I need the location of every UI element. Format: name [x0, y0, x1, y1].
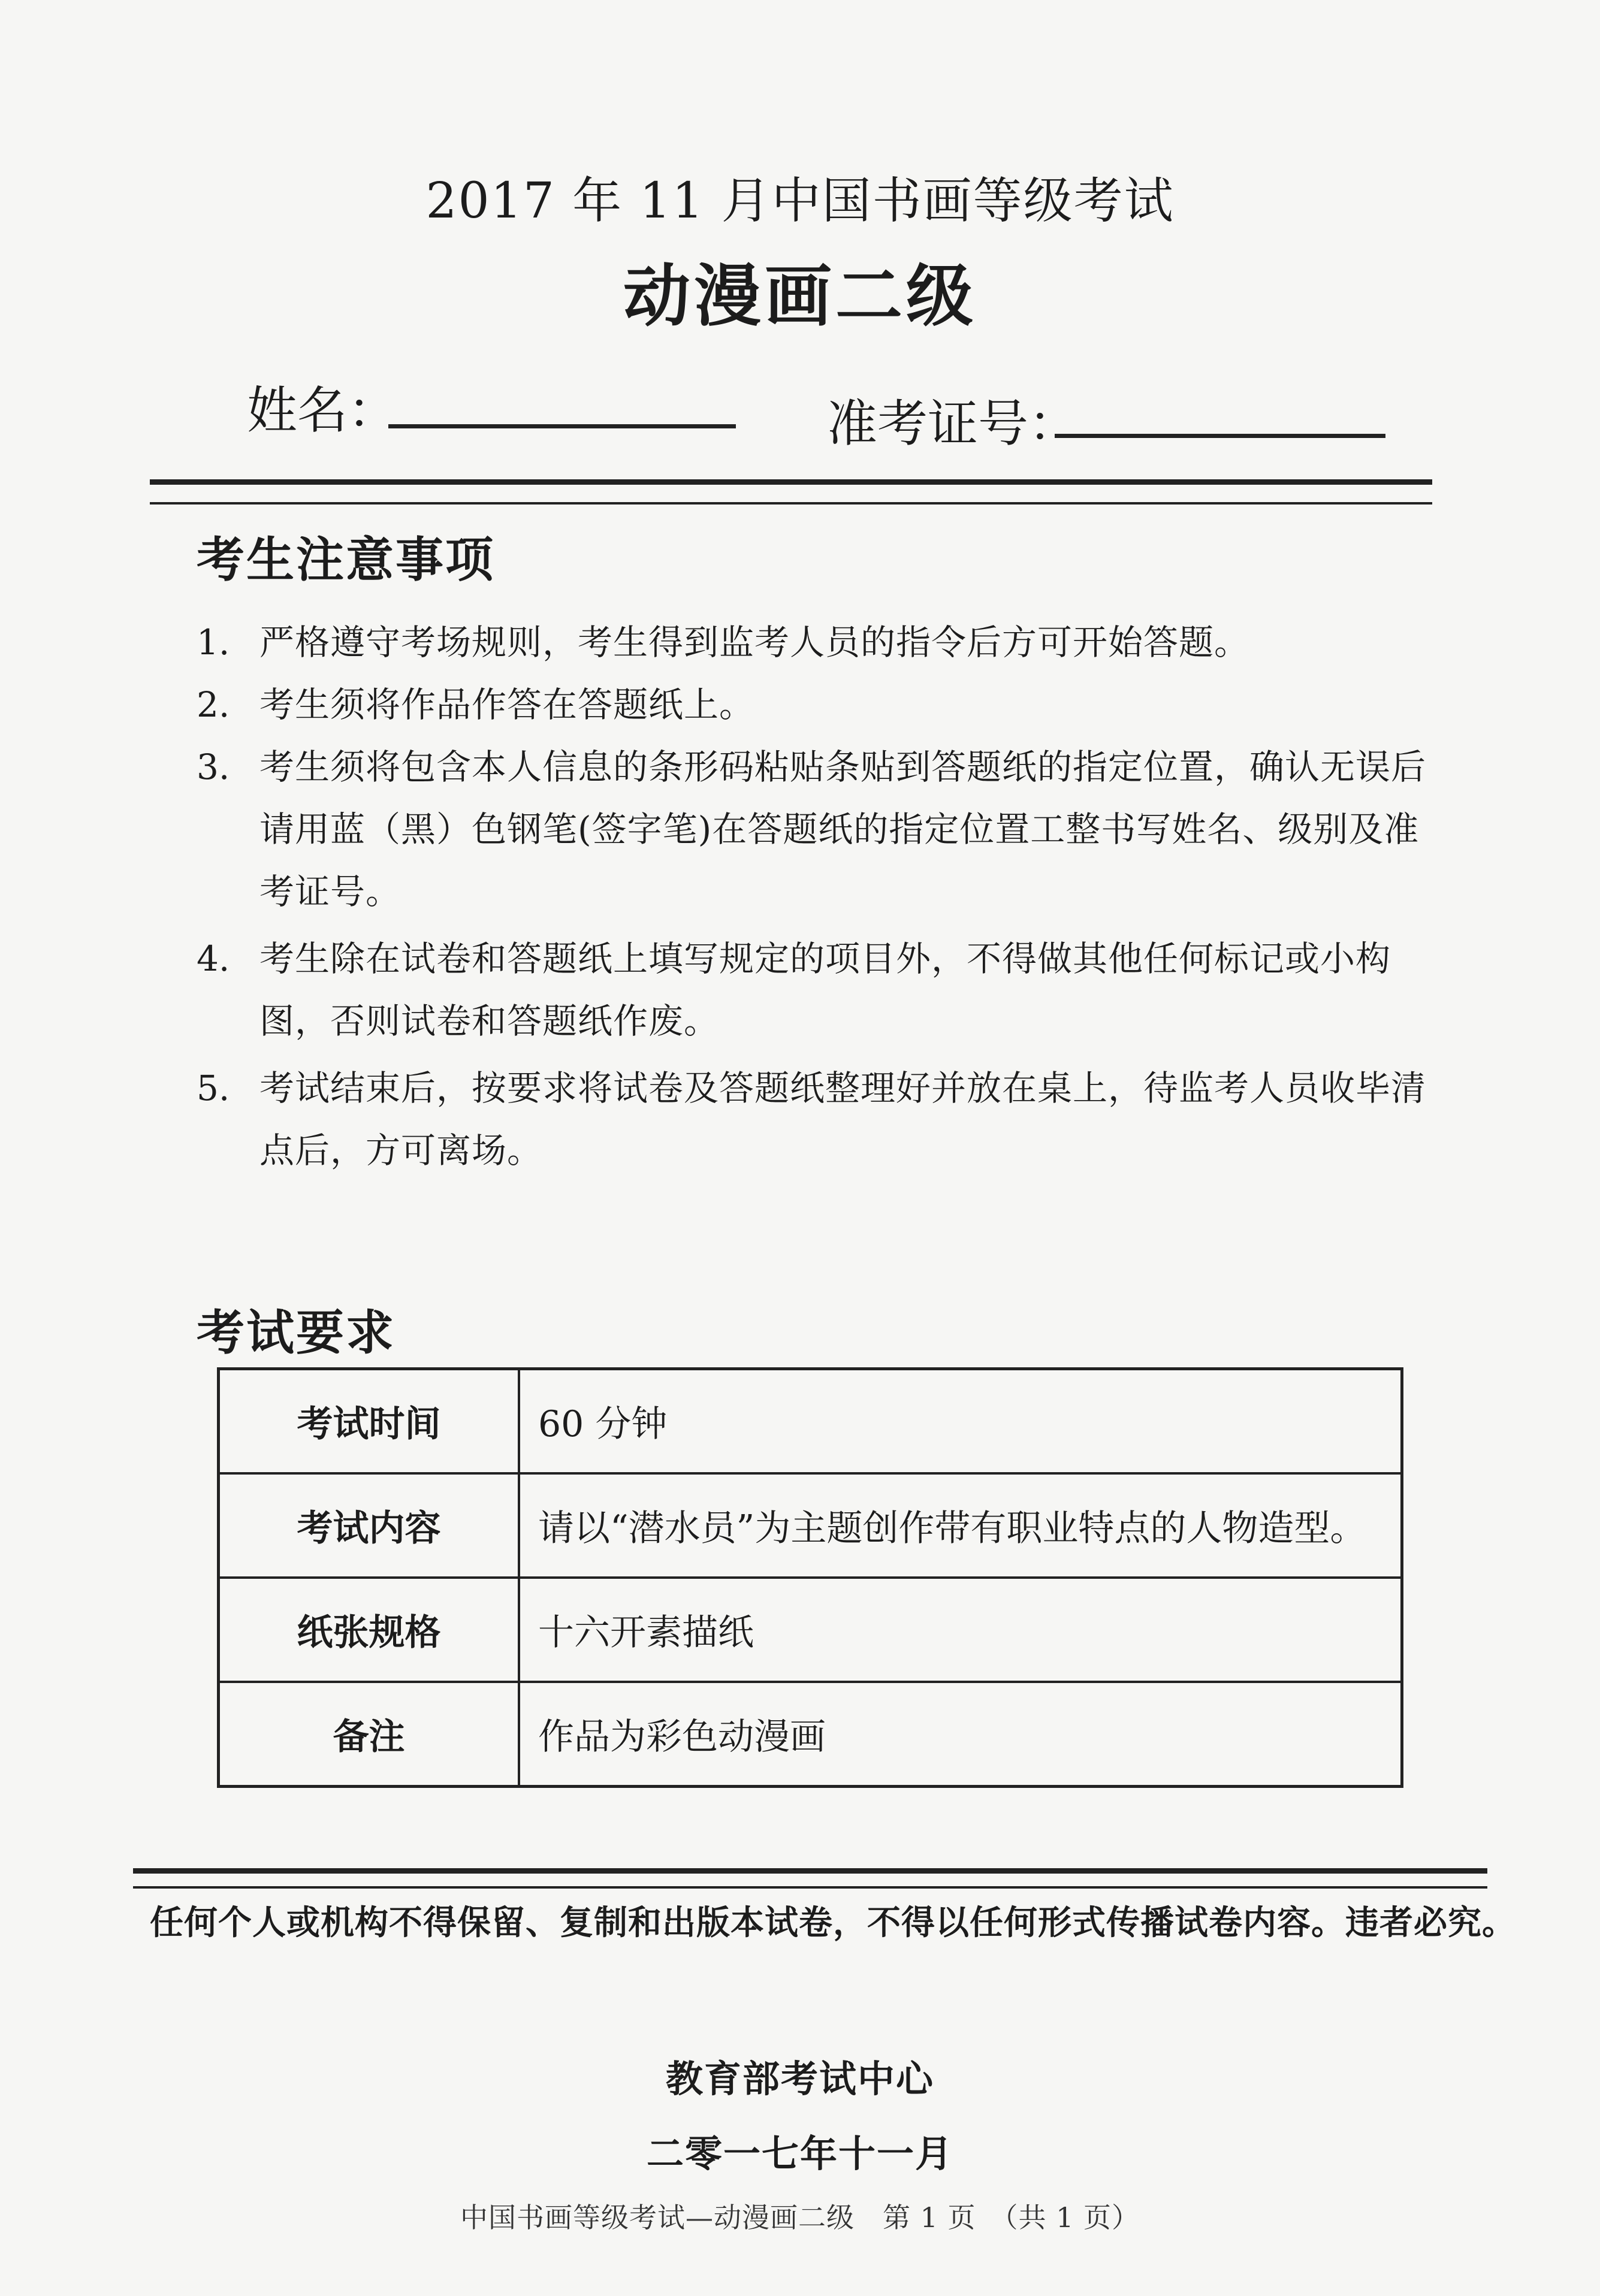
- issue-date: 二零一七年十一月: [646, 2132, 953, 2176]
- table-row: [219, 1369, 1402, 1474]
- header-divider-thin: [150, 502, 1432, 504]
- requirement-value: 作品为彩色动漫画: [519, 1682, 1402, 1787]
- requirement-key: 考试时间: [219, 1369, 520, 1474]
- notice-item: [197, 611, 1431, 673]
- requirement-key: 纸张规格: [219, 1578, 520, 1682]
- table-row: [219, 1578, 1402, 1682]
- exam-title: 2017 年 11 月中国书画等级考试: [425, 173, 1175, 229]
- notice-number: 1.: [197, 622, 230, 663]
- name-blank-line[interactable]: [388, 424, 736, 428]
- notice-item: [197, 673, 1431, 736]
- issuer-org: 教育部考试中心: [665, 2057, 934, 2101]
- requirements-heading: 考试要求: [197, 1304, 396, 1361]
- requirements-table: [217, 1367, 1403, 1788]
- requirement-value: 请以“潜水员”为主题创作带有职业特点的人物造型。: [519, 1473, 1402, 1578]
- footer-divider-thick: [133, 1868, 1487, 1874]
- requirement-value: 十六开素描纸: [519, 1578, 1402, 1682]
- notice-number: 5.: [197, 1068, 230, 1108]
- notice-text: 严格遵守考场规则，考生得到监考人员的指令后方可开始答题。: [259, 622, 1250, 663]
- footer-divider-thin: [133, 1886, 1487, 1889]
- ticket-number-blank-line[interactable]: [1055, 434, 1385, 438]
- name-label: 姓名：: [247, 381, 399, 440]
- ticket-number-label: 准考证号：: [827, 394, 1079, 453]
- requirement-key: 备注: [219, 1682, 520, 1787]
- table-row: [219, 1682, 1402, 1787]
- notice-text: 考试结束后，按要求将试卷及答题纸整理好并放在桌上，待监考人员收毕清点后，方可离场。: [259, 1068, 1427, 1171]
- page-footer: 中国书画等级考试—动漫画二级 第 1 页 （共 1 页）: [460, 2201, 1140, 2234]
- notice-text: 考生须将包含本人信息的条形码粘贴条贴到答题纸的指定位置，确认无误后请用蓝（黑）色钢笔(签字笔)在答题纸的指定位置工整书写姓名、级别及准考证号。: [259, 747, 1427, 912]
- notice-item: [197, 928, 1431, 1052]
- notice-text: 考生须将作品作答在答题纸上。: [259, 684, 755, 725]
- header-divider-thick: [150, 479, 1432, 485]
- copyright-notice: 任何个人或机构不得保留、复制和出版本试卷，不得以任何形式传播试卷内容。违者必究。: [150, 1903, 1516, 1942]
- requirement-key: 考试内容: [219, 1473, 520, 1578]
- notice-number: 3.: [197, 747, 230, 787]
- table-row: [219, 1473, 1402, 1578]
- requirement-value: 60 分钟: [519, 1369, 1402, 1474]
- subject-title: 动漫画二级: [623, 257, 977, 336]
- notice-number: 2.: [197, 684, 230, 725]
- notices-heading: 考生注意事项: [197, 531, 495, 588]
- notice-number: 4.: [197, 938, 230, 979]
- notice-item: [197, 736, 1431, 923]
- notice-text: 考生除在试卷和答题纸上填写规定的项目外，不得做其他任何标记或小构图，否则试卷和答题纸作废。: [259, 938, 1391, 1041]
- notice-item: [197, 1057, 1431, 1182]
